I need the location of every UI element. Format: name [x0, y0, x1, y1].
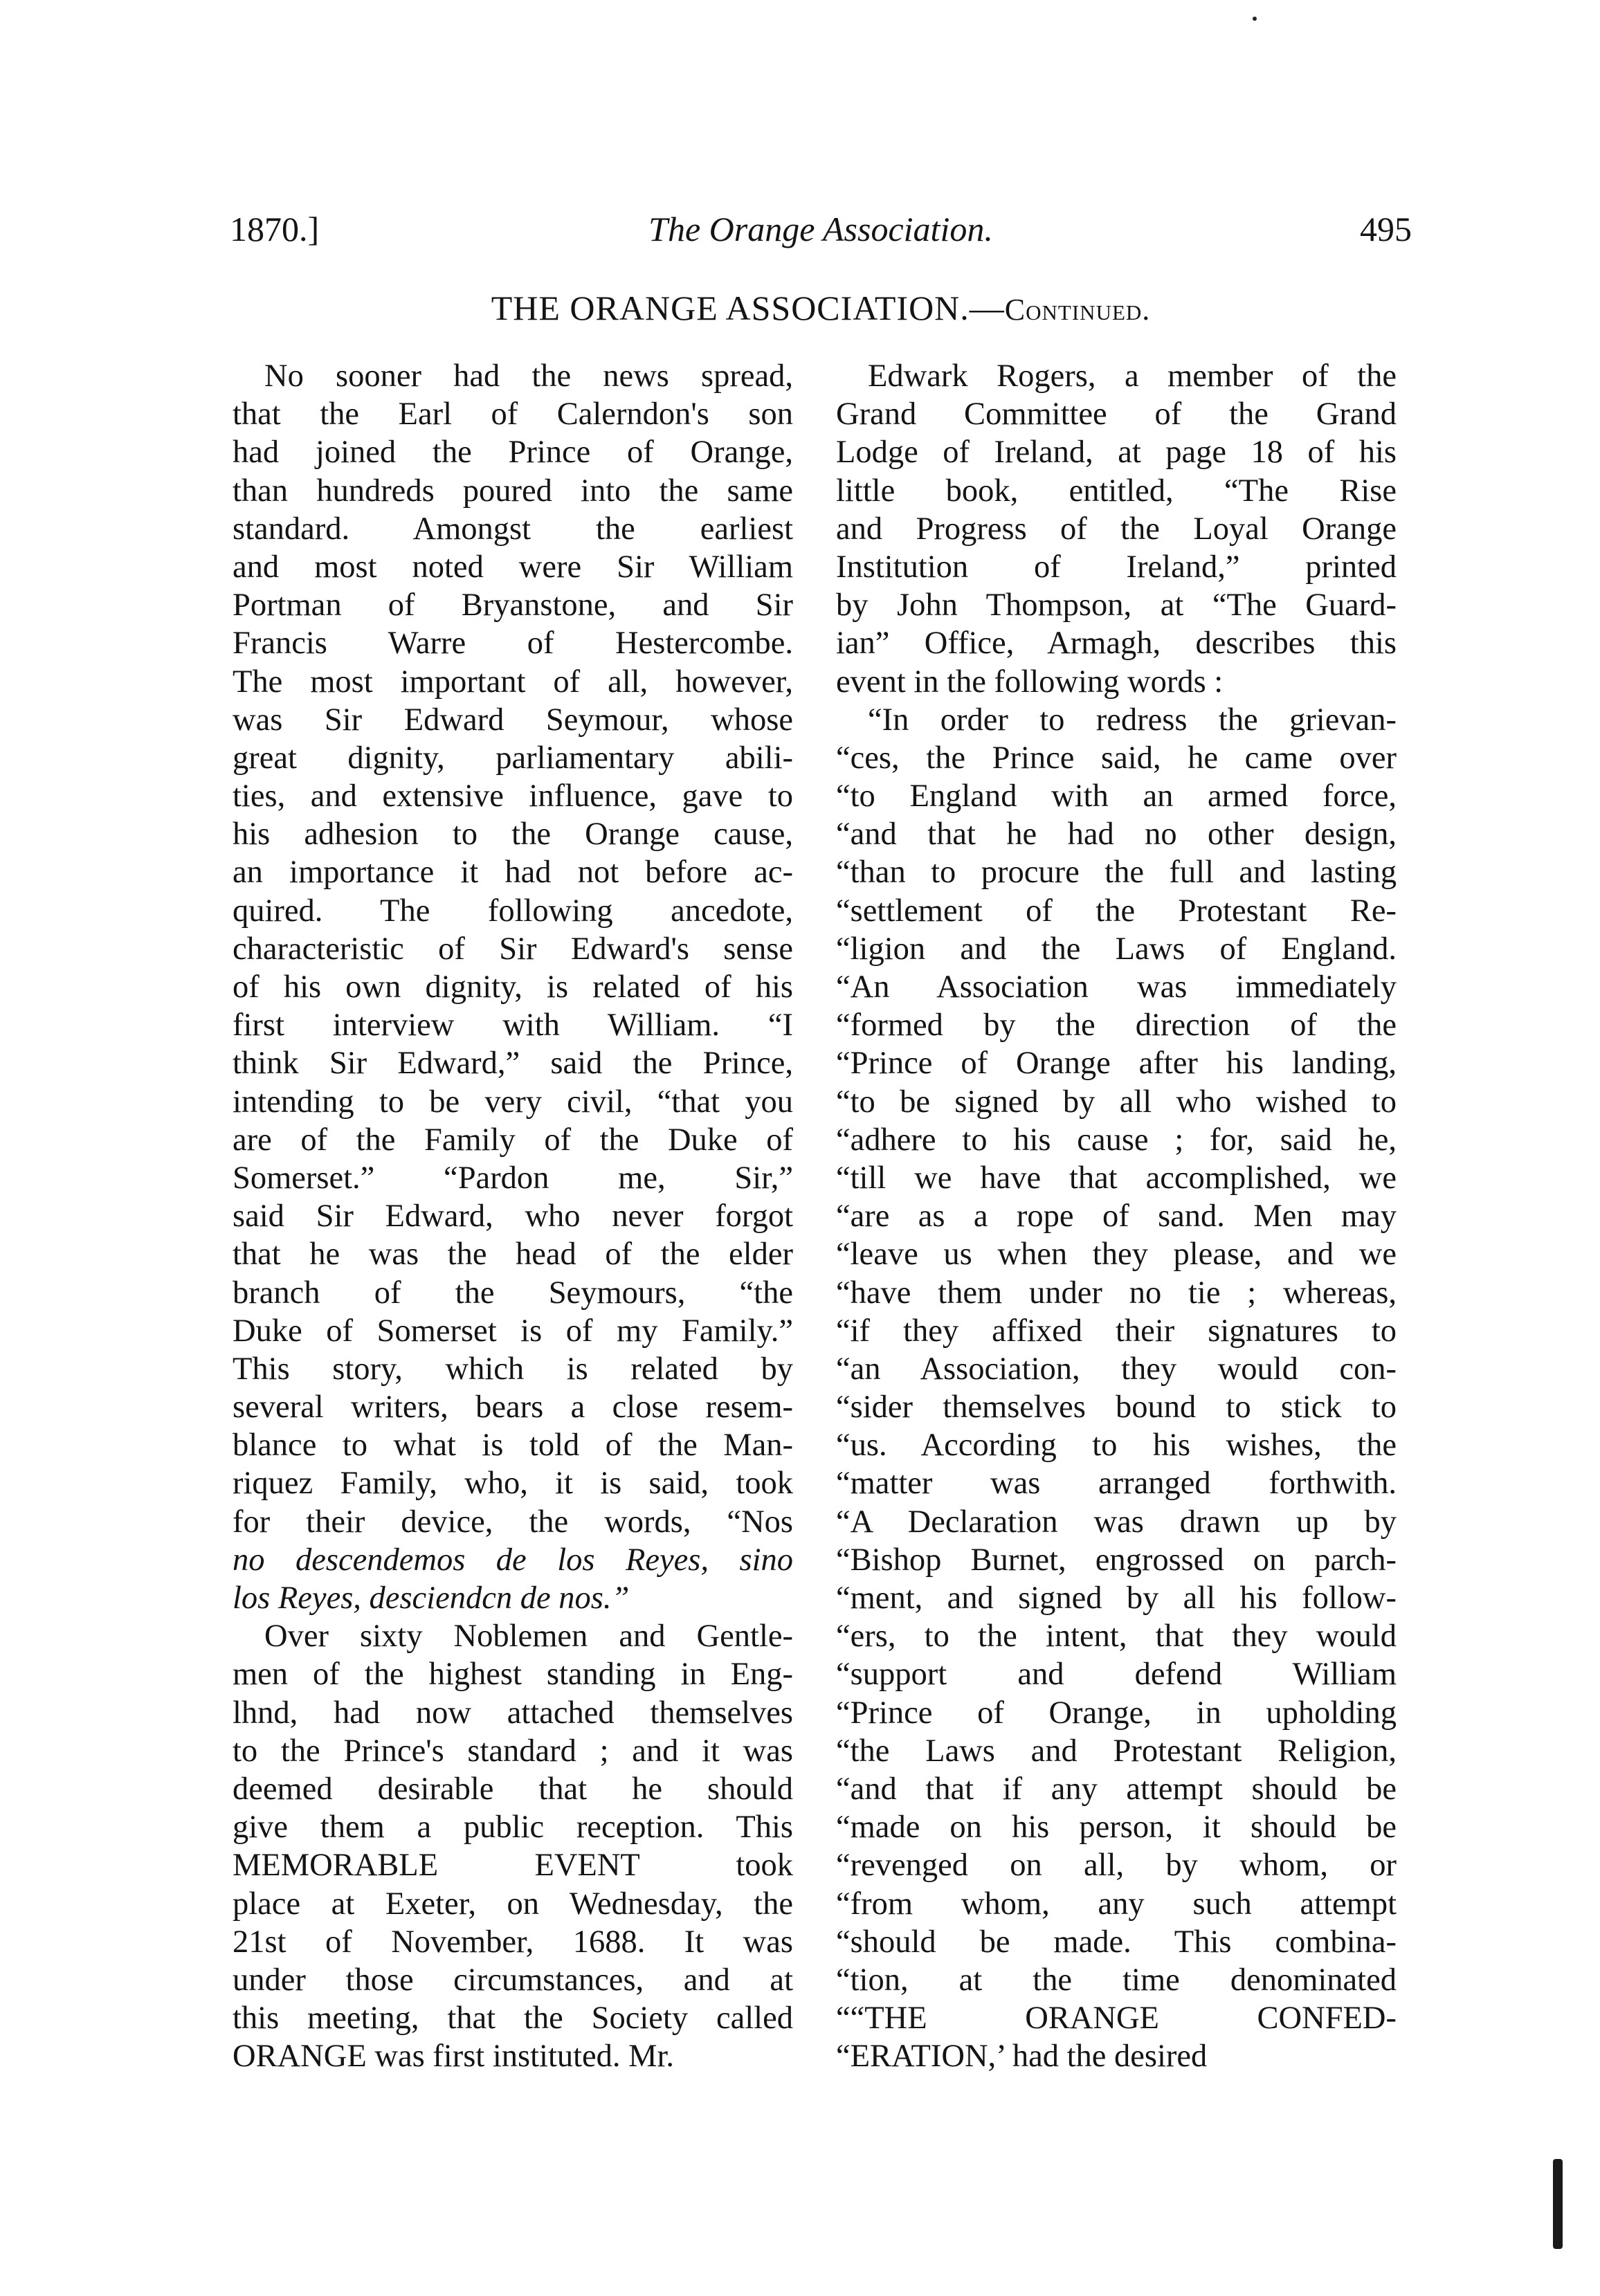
- text-line: event in the following words :: [836, 664, 1224, 700]
- running-head-year: 1870.]: [230, 210, 320, 248]
- text-line: “than to procure the full and lasting: [836, 855, 1397, 891]
- text-line: Lodge of Ireland, at page 18 of his: [836, 435, 1397, 471]
- text-line: “the Laws and Protestant Religion,: [836, 1733, 1397, 1769]
- page-number: 495: [1360, 210, 1412, 248]
- text-line: “ers, to the intent, that they would: [836, 1619, 1397, 1655]
- text-line: “In order to redress the grievan-: [868, 702, 1397, 738]
- text-line: No sooner had the news spread,: [264, 358, 793, 394]
- text-line: ORANGE was first instituted. Mr.: [233, 2039, 675, 2075]
- text-line: “Bishop Burnet, engrossed on parch-: [836, 1542, 1397, 1578]
- text-line: little book, entitled, “The Rise: [836, 473, 1397, 509]
- text-line: Grand Committee of the Grand: [836, 397, 1397, 432]
- text-line: intending to be very civil, “that you: [233, 1084, 793, 1120]
- text-line: place at Exeter, on Wednesday, the: [233, 1886, 793, 1922]
- text-line: riquez Family, who, it is said, took: [233, 1466, 793, 1502]
- text-line: The most important of all, however,: [233, 664, 793, 700]
- text-line: deemed desirable that he should: [233, 1771, 793, 1807]
- text-line: that he was the head of the elder: [233, 1237, 793, 1273]
- text-line: “ligion and the Laws of England.: [836, 931, 1397, 967]
- text-line: “ces, the Prince said, he came over: [836, 740, 1397, 776]
- page-speck: [1253, 17, 1257, 21]
- text-line: are of the Family of the Duke of: [233, 1122, 793, 1158]
- article-title-main: THE ORANGE ASSOCIATION.—: [491, 289, 1005, 327]
- text-line: “and that he had no other design,: [836, 817, 1397, 853]
- text-line: to the Prince's standard ; and it was: [233, 1733, 793, 1769]
- text-line: “adhere to his cause ; for, said he,: [836, 1122, 1397, 1158]
- text-line: “from whom, any such attempt: [836, 1886, 1397, 1922]
- text-line: Over sixty Noblemen and Gentle-: [264, 1619, 793, 1655]
- text-line: “settlement of the Protestant Re-: [836, 893, 1397, 929]
- text-line: “ERATION,’ had the desired: [836, 2039, 1208, 2075]
- text-line: “tion, at the time denominated: [836, 1962, 1397, 1998]
- article-title-suffix: Continued.: [1004, 293, 1151, 327]
- text-line: great dignity, parliamentary abili-: [233, 740, 793, 776]
- text-line: lhnd, had now attached themselves: [233, 1695, 793, 1731]
- text-line: branch of the Seymours, “the: [233, 1275, 793, 1311]
- text-line: think Sir Edward,” said the Prince,: [233, 1046, 793, 1082]
- text-line: Edwark Rogers, a member of the: [868, 358, 1397, 394]
- text-line: “formed by the direction of the: [836, 1008, 1397, 1044]
- text-line: ian” Office, Armagh, describes this: [836, 626, 1397, 662]
- text-line: had joined the Prince of Orange,: [233, 435, 793, 471]
- text-line: “till we have that accomplished, we: [836, 1160, 1397, 1196]
- article-title: [230, 284, 1412, 334]
- text-line: “to be signed by all who wished to: [836, 1084, 1397, 1120]
- text-line: several writers, bears a close resem-: [233, 1390, 793, 1425]
- text-line: than hundreds poured into the same: [233, 473, 793, 509]
- text-line: “A Declaration was drawn up by: [836, 1504, 1397, 1540]
- text-line: men of the highest standing in Eng-: [233, 1657, 793, 1693]
- text-line: this meeting, that the Society called: [233, 2001, 793, 2037]
- text-line: standard. Amongst the earliest: [233, 511, 793, 547]
- text-line: under those circumstances, and at: [233, 1962, 793, 1998]
- text-line: “support and defend William: [836, 1657, 1397, 1693]
- text-line: This story, which is related by: [233, 1351, 793, 1387]
- text-line: Institution of Ireland,” printed: [836, 549, 1397, 585]
- text-line: los Reyes, desciendcn de nos.”: [233, 1580, 630, 1616]
- text-line: and Progress of the Loyal Orange: [836, 511, 1397, 547]
- text-line: “ment, and signed by all his follow-: [836, 1580, 1397, 1616]
- text-line: Duke of Somerset is of my Family.”: [233, 1313, 793, 1349]
- text-line: “are as a rope of sand. Men may: [836, 1199, 1397, 1234]
- text-line: an importance it had not before ac-: [233, 855, 793, 891]
- text-line: and most noted were Sir William: [233, 549, 793, 585]
- text-line: “and that if any attempt should be: [836, 1771, 1397, 1807]
- text-line: Portman of Bryanstone, and Sir: [233, 587, 793, 623]
- text-line: “have them under no tie ; whereas,: [836, 1275, 1397, 1311]
- running-head: [230, 205, 1412, 253]
- text-line: Somerset.” “Pardon me, Sir,”: [233, 1160, 793, 1196]
- text-line: “to England with an armed force,: [836, 778, 1397, 814]
- text-line: “Prince of Orange after his landing,: [836, 1046, 1397, 1082]
- text-line: of his own dignity, is related of his: [233, 969, 793, 1005]
- left-column: [233, 357, 793, 2075]
- text-line: “made on his person, it should be: [836, 1810, 1397, 1846]
- binding-mark: [1553, 2159, 1563, 2249]
- text-line: 21st of November, 1688. It was: [233, 1924, 793, 1960]
- text-line: blance to what is told of the Man-: [233, 1428, 793, 1464]
- text-line: “if they affixed their signatures to: [836, 1313, 1397, 1349]
- text-line: “Prince of Orange, in upholding: [836, 1695, 1397, 1731]
- text-line: “sider themselves bound to stick to: [836, 1390, 1397, 1425]
- text-line: Francis Warre of Hestercombe.: [233, 626, 793, 662]
- right-column: [836, 357, 1397, 2075]
- text-line: his adhesion to the Orange cause,: [233, 817, 793, 853]
- text-line: characteristic of Sir Edward's sense: [233, 931, 793, 967]
- text-line: ties, and extensive influence, gave to: [233, 778, 793, 814]
- text-line: “leave us when they please, and we: [836, 1237, 1397, 1273]
- text-line: said Sir Edward, who never forgot: [233, 1199, 793, 1234]
- text-line: was Sir Edward Seymour, whose: [233, 702, 793, 738]
- text-line: “revenged on all, by whom, or: [836, 1848, 1397, 1884]
- text-line: quired. The following ancedote,: [233, 893, 793, 929]
- text-line: no descendemos de los Reyes, sino: [233, 1542, 793, 1578]
- text-line: for their device, the words, “Nos: [233, 1504, 793, 1540]
- text-line: MEMORABLE EVENT took: [233, 1848, 793, 1884]
- text-line: first interview with William. “I: [233, 1008, 793, 1044]
- text-line: “us. According to his wishes, the: [836, 1428, 1397, 1464]
- text-line: “should be made. This combina-: [836, 1924, 1397, 1960]
- text-line: by John Thompson, at “The Guard-: [836, 587, 1397, 623]
- text-line: give them a public reception. This: [233, 1810, 793, 1846]
- text-line: ““THE ORANGE CONFED-: [836, 2001, 1397, 2037]
- text-line: “An Association was immediately: [836, 969, 1397, 1005]
- text-line: “matter was arranged forthwith.: [836, 1466, 1397, 1502]
- text-line: that the Earl of Calerndon's son: [233, 397, 793, 432]
- text-line: “an Association, they would con-: [836, 1351, 1397, 1387]
- running-head-title: The Orange Association.: [648, 210, 993, 248]
